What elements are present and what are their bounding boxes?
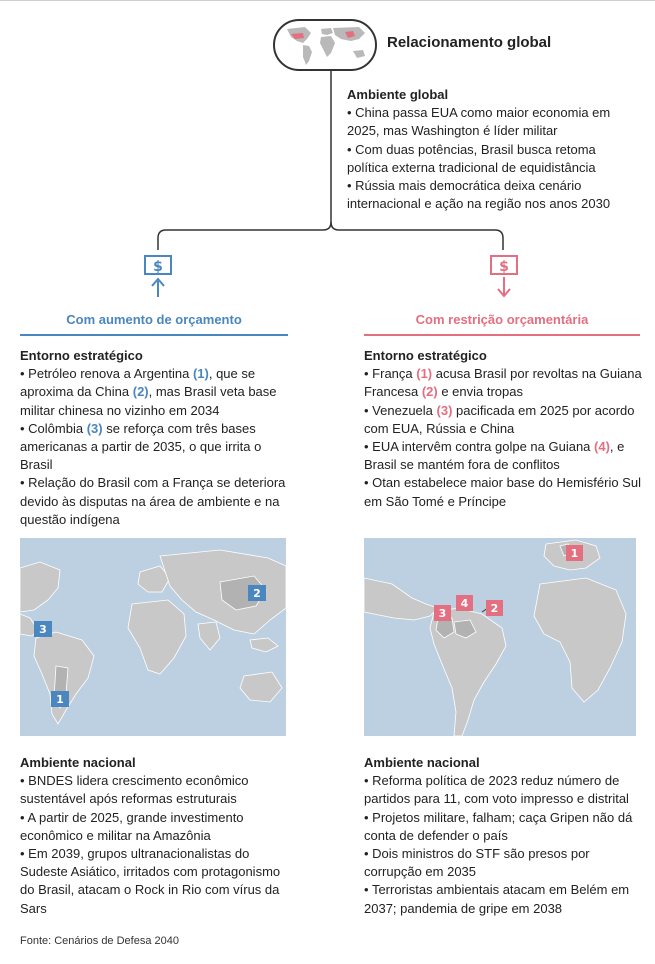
strategic-item: • França (1) acusa Brasil por revoltas na Guiana Francesa (2) e envia tropas [364, 365, 646, 401]
national-item: • A partir de 2025, grande investimento econômico e militar na Amazônia [20, 809, 290, 845]
map-marker [51, 691, 69, 707]
marker-ref: (2) [132, 384, 149, 400]
map-budget-increase [20, 538, 286, 736]
scenario-header-budget-increase: Com aumento de orçamento [66, 312, 242, 327]
left-national [20, 754, 290, 918]
strategic-heading: Entorno estratégico [20, 348, 143, 363]
global-environment [347, 86, 632, 213]
header-rule [20, 334, 288, 336]
marker-ref: (1) [416, 366, 433, 382]
svg-text:4: 4 [460, 597, 469, 610]
map-marker [566, 545, 583, 561]
marker-ref: (4) [594, 439, 610, 455]
map-marker [34, 621, 52, 637]
national-item: • Reforma política de 2023 reduz número de partidos para 11, com voto impresso e distrital [364, 772, 646, 808]
world-map-icon [273, 19, 377, 71]
marker-ref: (2) [421, 384, 438, 400]
svg-text:1: 1 [56, 693, 64, 706]
map-budget-restriction [364, 538, 636, 736]
right-strategic [364, 347, 646, 511]
svg-text:1: 1 [570, 547, 579, 560]
strategic-item: • Petróleo renova a Argentina (1), que se aproxima da China (2), mas Brasil veta base militar chinesa no vizinho em 2034 [20, 365, 290, 420]
global-item: • China passa EUA como maior economia em 2025, mas Washington é líder militar [347, 104, 632, 140]
map-marker [248, 585, 266, 601]
svg-text:2: 2 [490, 602, 499, 615]
map-marker [456, 595, 473, 611]
national-item: • Projetos militare, falham; caça Gripen não dá conta de defender o país [364, 809, 646, 845]
global-item: • Com duas potências, Brasil busca retoma política externa tradicional de equidistância [347, 141, 632, 177]
strategic-heading: Entorno estratégico [364, 348, 487, 363]
page-title: Relacionamento global [387, 34, 552, 51]
left-strategic [20, 347, 290, 529]
global-item: • Rússia mais democrática deixa cenário internacional e ação na região nos anos 2030 [347, 177, 632, 213]
strategic-item: • Venezuela (3) pacificada em 2025 por acordo com EUA, Rússia e China [364, 402, 646, 438]
dollar-increase-icon [143, 253, 173, 299]
top-border [0, 0, 655, 5]
national-item: • Em 2039, grupos ultranacionalistas do Sudeste Asiático, irritados com protagonismo do Brasil, atacam o Rock in Rio com vírus da Sars [20, 845, 290, 918]
marker-ref: (1) [192, 366, 209, 382]
national-item: • Dois ministros do STF são presos por corrupção em 2035 [364, 845, 646, 881]
map-marker [434, 605, 451, 621]
national-heading: Ambiente nacional [364, 755, 480, 770]
national-heading: Ambiente nacional [20, 755, 136, 770]
right-national [364, 754, 646, 918]
svg-text:3: 3 [39, 623, 47, 636]
marker-ref: (3) [86, 420, 103, 436]
global-environment-heading: Ambiente global [347, 87, 449, 102]
marker-ref: (3) [436, 402, 453, 418]
dollar-decrease-icon [489, 253, 519, 299]
scenario-header-budget-restriction: Com restrição orçamentária [415, 312, 589, 327]
svg-text:$: $ [153, 259, 163, 275]
strategic-item: • EUA intervêm contra golpe na Guiana (4), e Brasil se mantém fora de conflitos [364, 438, 646, 474]
national-item: • BNDES lidera crescimento econômico sustentável após reformas estruturais [20, 772, 290, 808]
svg-text:2: 2 [253, 587, 261, 600]
strategic-item: • Relação do Brasil com a França se deteriora devido às disputas na área de ambiente e na questão indígena [20, 474, 290, 529]
source-note: Fonte: Cenários de Defesa 2040 [20, 935, 179, 947]
strategic-item: • Otan estabelece maior base do Hemisfério Sul em São Tomé e Príncipe [364, 474, 646, 510]
svg-text:$: $ [499, 259, 509, 275]
header-rule [364, 334, 640, 336]
map-marker [486, 600, 503, 616]
national-item: • Terroristas ambientais atacam em Belém em 2037; pandemia de gripe em 2038 [364, 881, 646, 917]
strategic-item: • Colômbia (3) se reforça com três bases americanas a partir de 2035, o que irrita o Brasil [20, 420, 290, 475]
svg-text:3: 3 [438, 607, 447, 620]
